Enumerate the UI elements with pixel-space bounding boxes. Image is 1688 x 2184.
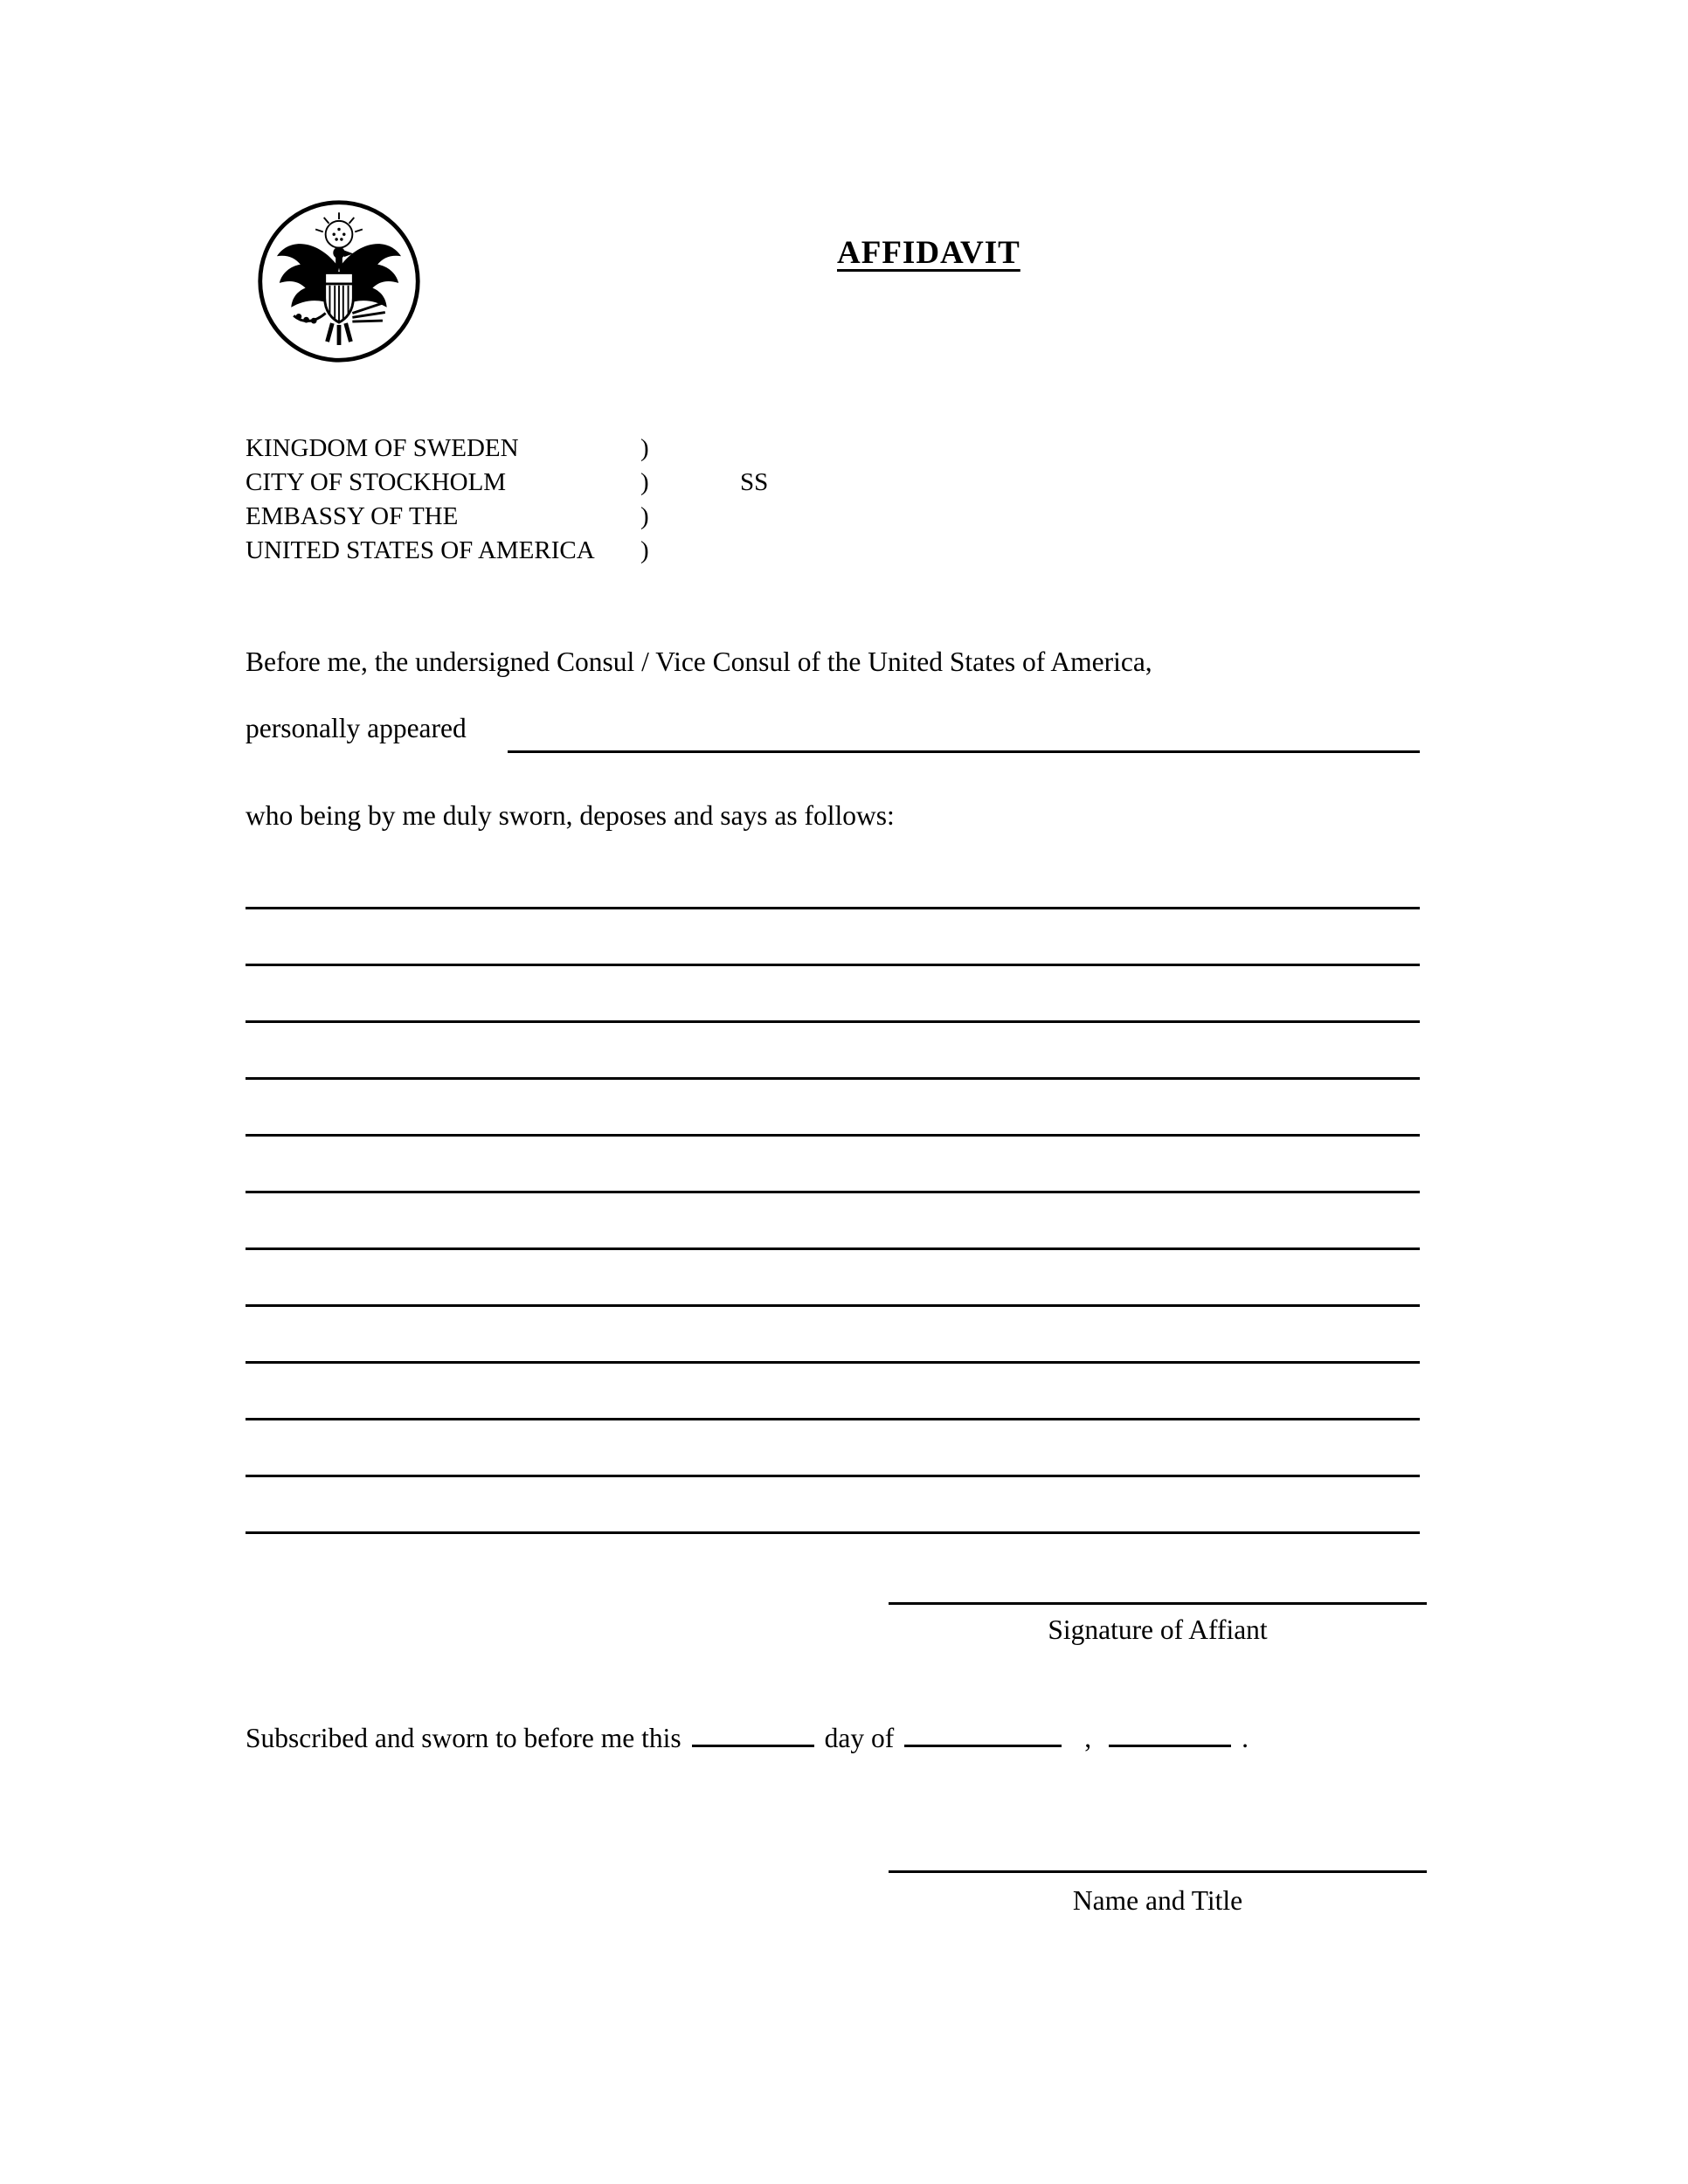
venue-paren: ) — [640, 468, 649, 496]
venue-paren: ) — [640, 434, 649, 462]
deposition-blank-line[interactable] — [246, 966, 1420, 1023]
comma-separator: , — [1084, 1723, 1092, 1753]
day-blank[interactable] — [692, 1743, 814, 1747]
venue-ss-label: SS — [740, 468, 769, 496]
deposition-blank-line[interactable] — [246, 1477, 1420, 1534]
document-title: AFFIDAVIT — [837, 235, 1020, 271]
venue-row-united-states — [246, 534, 649, 568]
venue-row-city — [246, 466, 769, 500]
deposition-blank-line[interactable] — [246, 1250, 1420, 1307]
year-blank[interactable] — [1109, 1743, 1231, 1747]
subscribed-prefix: Subscribed and sworn to before me this — [246, 1723, 681, 1753]
venue-row-kingdom — [246, 432, 649, 466]
deposition-blank-line[interactable] — [246, 1137, 1420, 1193]
deposition-lines — [246, 853, 1420, 1534]
deposition-blank-line[interactable] — [246, 853, 1420, 909]
affiant-signature-blank[interactable] — [889, 1562, 1427, 1605]
venue-label: CITY OF STOCKHOLM — [246, 468, 507, 496]
great-seal-icon — [255, 197, 423, 365]
venue-label: EMBASSY OF THE — [246, 502, 459, 530]
venue-paren: ) — [640, 536, 649, 564]
deposition-blank-line[interactable] — [246, 909, 1420, 966]
period-separator: . — [1242, 1723, 1249, 1753]
name-title-blank[interactable] — [889, 1830, 1427, 1873]
deposition-blank-line[interactable] — [246, 1023, 1420, 1080]
deposition-blank-line[interactable] — [246, 1193, 1420, 1250]
personally-appeared-blank[interactable] — [508, 750, 1420, 753]
personally-appeared-row — [246, 713, 1420, 753]
deposition-blank-line[interactable] — [246, 1420, 1420, 1477]
deposition-blank-line[interactable] — [246, 1307, 1420, 1364]
venue-label: UNITED STATES OF AMERICA — [246, 536, 595, 564]
day-of-label: day of — [824, 1723, 895, 1753]
deposition-blank-line[interactable] — [246, 1364, 1420, 1420]
venue-label: KINGDOM OF SWEDEN — [246, 434, 519, 462]
subscribed-sworn-row — [246, 1723, 1249, 1754]
venue-block — [246, 432, 769, 568]
venue-paren: ) — [640, 502, 649, 530]
sworn-statement-text: who being by me duly sworn, deposes and says as follows: — [246, 800, 895, 831]
deposition-blank-line[interactable] — [246, 1080, 1420, 1137]
month-blank[interactable] — [904, 1743, 1062, 1747]
personally-appeared-label: personally appeared — [246, 713, 467, 743]
name-title-label: Name and Title — [1072, 1885, 1243, 1916]
venue-row-embassy — [246, 500, 649, 534]
affiant-signature-label: Signature of Affiant — [1048, 1614, 1268, 1645]
intro-text: Before me, the undersigned Consul / Vice Consul of the United States of America, — [246, 646, 1152, 677]
